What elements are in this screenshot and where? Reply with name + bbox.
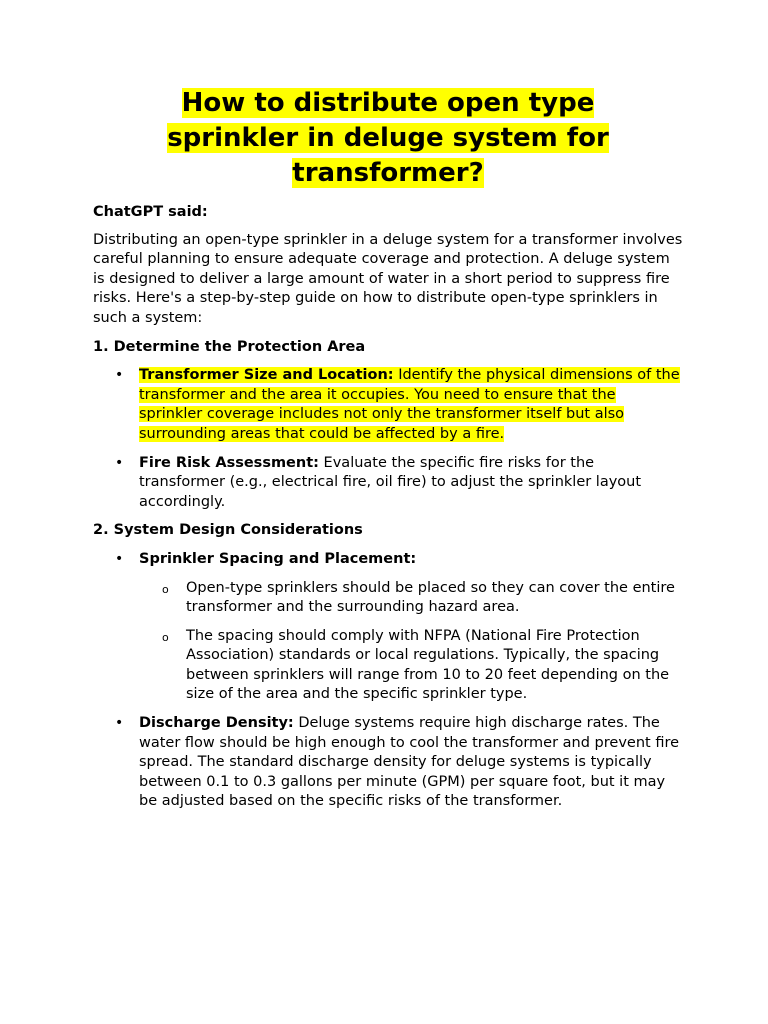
section-heading-design-considerations: 2. System Design Considerations xyxy=(93,522,363,539)
list-item xyxy=(93,454,683,513)
item-label: Discharge Density: xyxy=(139,715,294,732)
item-text: Identify the physical dimensions of the transformer and the area it occupies. You need to ensure that the sprinkler coverage includes not only the transformer itself but also surrounding areas that could be affected by a fire. xyxy=(139,367,680,442)
design-considerations-list xyxy=(93,550,683,812)
page-title xyxy=(93,86,683,191)
title-line-1: How to distribute open type xyxy=(181,88,595,118)
list-item xyxy=(93,366,683,444)
sub-list xyxy=(139,579,683,706)
document-page xyxy=(93,86,683,821)
title-line-2: sprinkler in deluge system for xyxy=(167,123,609,153)
item-label: Transformer Size and Location: xyxy=(139,367,394,384)
list-item xyxy=(93,550,683,705)
author-label: ChatGPT said: xyxy=(93,204,208,220)
item-text: Deluge systems require high discharge rates. The water flow should be high enough to cool the transformer and prevent fire spread. The standard discharge density for deluge systems is typically between 0.1 to 0.3 gallons per minute (GPM) per square foot, but it may be adjusted based on the specific risks of the transformer. xyxy=(139,715,680,810)
intro-paragraph: Distributing an open-type sprinkler in a deluge system for a transformer involves careful planning to ensure adequate coverage and protection. A deluge system is designed to deliver a large amount of water in a short period to suppress fire risks. Here's a step-by-step guide on how to distribute open-type sprinklers in such a system: xyxy=(93,231,683,326)
sub-list-item: o Open-type sprinklers should be placed so they can cover the entire transformer and the surrounding hazard area. xyxy=(139,579,683,618)
item-label: Sprinkler Spacing and Placement: xyxy=(139,550,417,567)
list-item xyxy=(93,714,683,812)
protection-area-list xyxy=(93,366,683,512)
item-text: Evaluate the specific fire risks for the transformer (e.g., electrical fire, oil fire) to adjust the sprinkler layout accordingly. xyxy=(139,454,642,510)
item-label: Fire Risk Assessment: xyxy=(139,454,319,471)
highlighted-item xyxy=(139,367,680,442)
section-heading-protection-area: 1. Determine the Protection Area xyxy=(93,338,366,355)
sub-list-item: o The spacing should comply with NFPA (National Fire Protection Association) standards or local regulations. Typically, the spacing between sprinklers will range from 10 to 20 feet depending on the size of the area and the specific sprinkler type. xyxy=(139,627,683,705)
title-line-3: transformer? xyxy=(292,158,484,188)
